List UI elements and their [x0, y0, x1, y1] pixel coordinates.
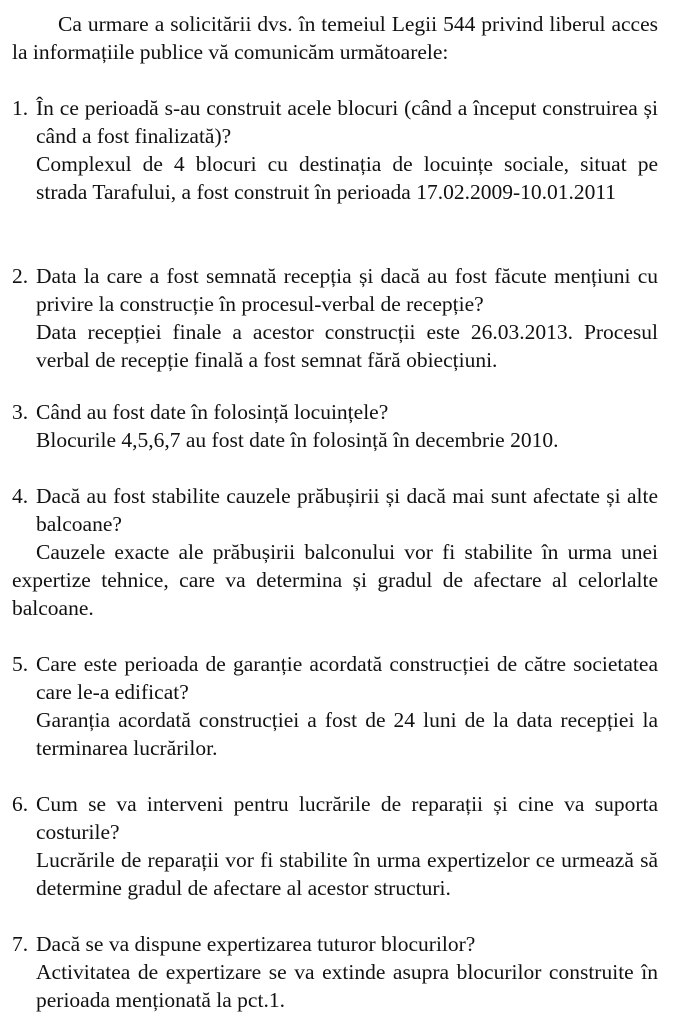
- intro-paragraph: [12, 10, 658, 66]
- answer-6: Lucrările de reparații vor fi stabilite în urma expertizelor ce urmează să determine gradul de afectare al acestor structuri.: [36, 848, 658, 900]
- answer-2: Data recepției finale a acestor construcții este 26.03.2013. Procesul verbal de recepție finală a fost semnat fără obiecțiuni.: [36, 320, 658, 372]
- question-number: 6.: [12, 792, 29, 816]
- qa-item-7: [12, 930, 658, 1014]
- question-3: [12, 398, 658, 426]
- question-2: [12, 262, 658, 318]
- qa-item-6: [12, 790, 658, 902]
- question-6: [12, 790, 658, 846]
- qa-item-5: [12, 650, 658, 762]
- question-7: [12, 930, 658, 958]
- question-text: Cum se va interveni pentru lucrările de reparații și cine va suporta costurile?: [36, 792, 658, 844]
- answer-7: Activitatea de expertizare se va extinde asupra blocurilor construite în perioada menționată la pct.1.: [36, 960, 658, 1012]
- answer-1: Complexul de 4 blocuri cu destinația de locuințe sociale, situat pe strada Tarafului, a fost construit în perioada 17.02.2009-10.01.2011: [36, 152, 658, 204]
- question-text: Data la care a fost semnată recepția și dacă au fost făcute mențiuni cu privire la construcție în procesul-verbal de recepție?: [36, 264, 658, 316]
- question-4: [12, 482, 658, 538]
- question-text: Dacă se va dispune expertizarea tuturor blocurilor?: [36, 932, 476, 956]
- question-number: 7.: [12, 932, 29, 956]
- question-5: [12, 650, 658, 706]
- question-number: 3.: [12, 400, 29, 424]
- answer-5: Garanția acordată construcției a fost de 24 luni de la data recepției la terminarea lucrărilor.: [36, 708, 658, 760]
- answer-3: Blocurile 4,5,6,7 au fost date în folosință în decembrie 2010.: [36, 428, 559, 452]
- question-number: 5.: [12, 652, 29, 676]
- question-text: Dacă au fost stabilite cauzele prăbușirii și dacă mai sunt afectate și alte balcoane?: [36, 484, 658, 536]
- qa-item-2: [12, 262, 658, 374]
- answer-4: [12, 538, 658, 622]
- question-number: 1.: [12, 96, 29, 120]
- qa-item-3: [12, 398, 658, 454]
- answer-text: Cauzele exacte ale prăbușirii balconului vor fi stabilite în urma unei expertize tehnice, care va determina și gradul de afectare al celorlalte balcoane.: [12, 540, 658, 620]
- question-text: În ce perioadă s-au construit acele blocuri (când a început construirea și când a fost finalizată)?: [36, 96, 658, 148]
- question-number: 2.: [12, 264, 29, 288]
- qa-item-4: [12, 482, 658, 622]
- question-number: 4.: [12, 484, 29, 508]
- question-1: [12, 94, 658, 150]
- question-text: Când au fost date în folosință locuințele?: [36, 400, 389, 424]
- intro-text: Ca urmare a solicitării dvs. în temeiul Legii 544 privind liberul acces la informațiile publice vă comunicăm următoarele:: [12, 12, 658, 64]
- qa-item-1: [12, 94, 658, 206]
- question-text: Care este perioada de garanție acordată construcției de către societatea care le-a edificat?: [36, 652, 658, 704]
